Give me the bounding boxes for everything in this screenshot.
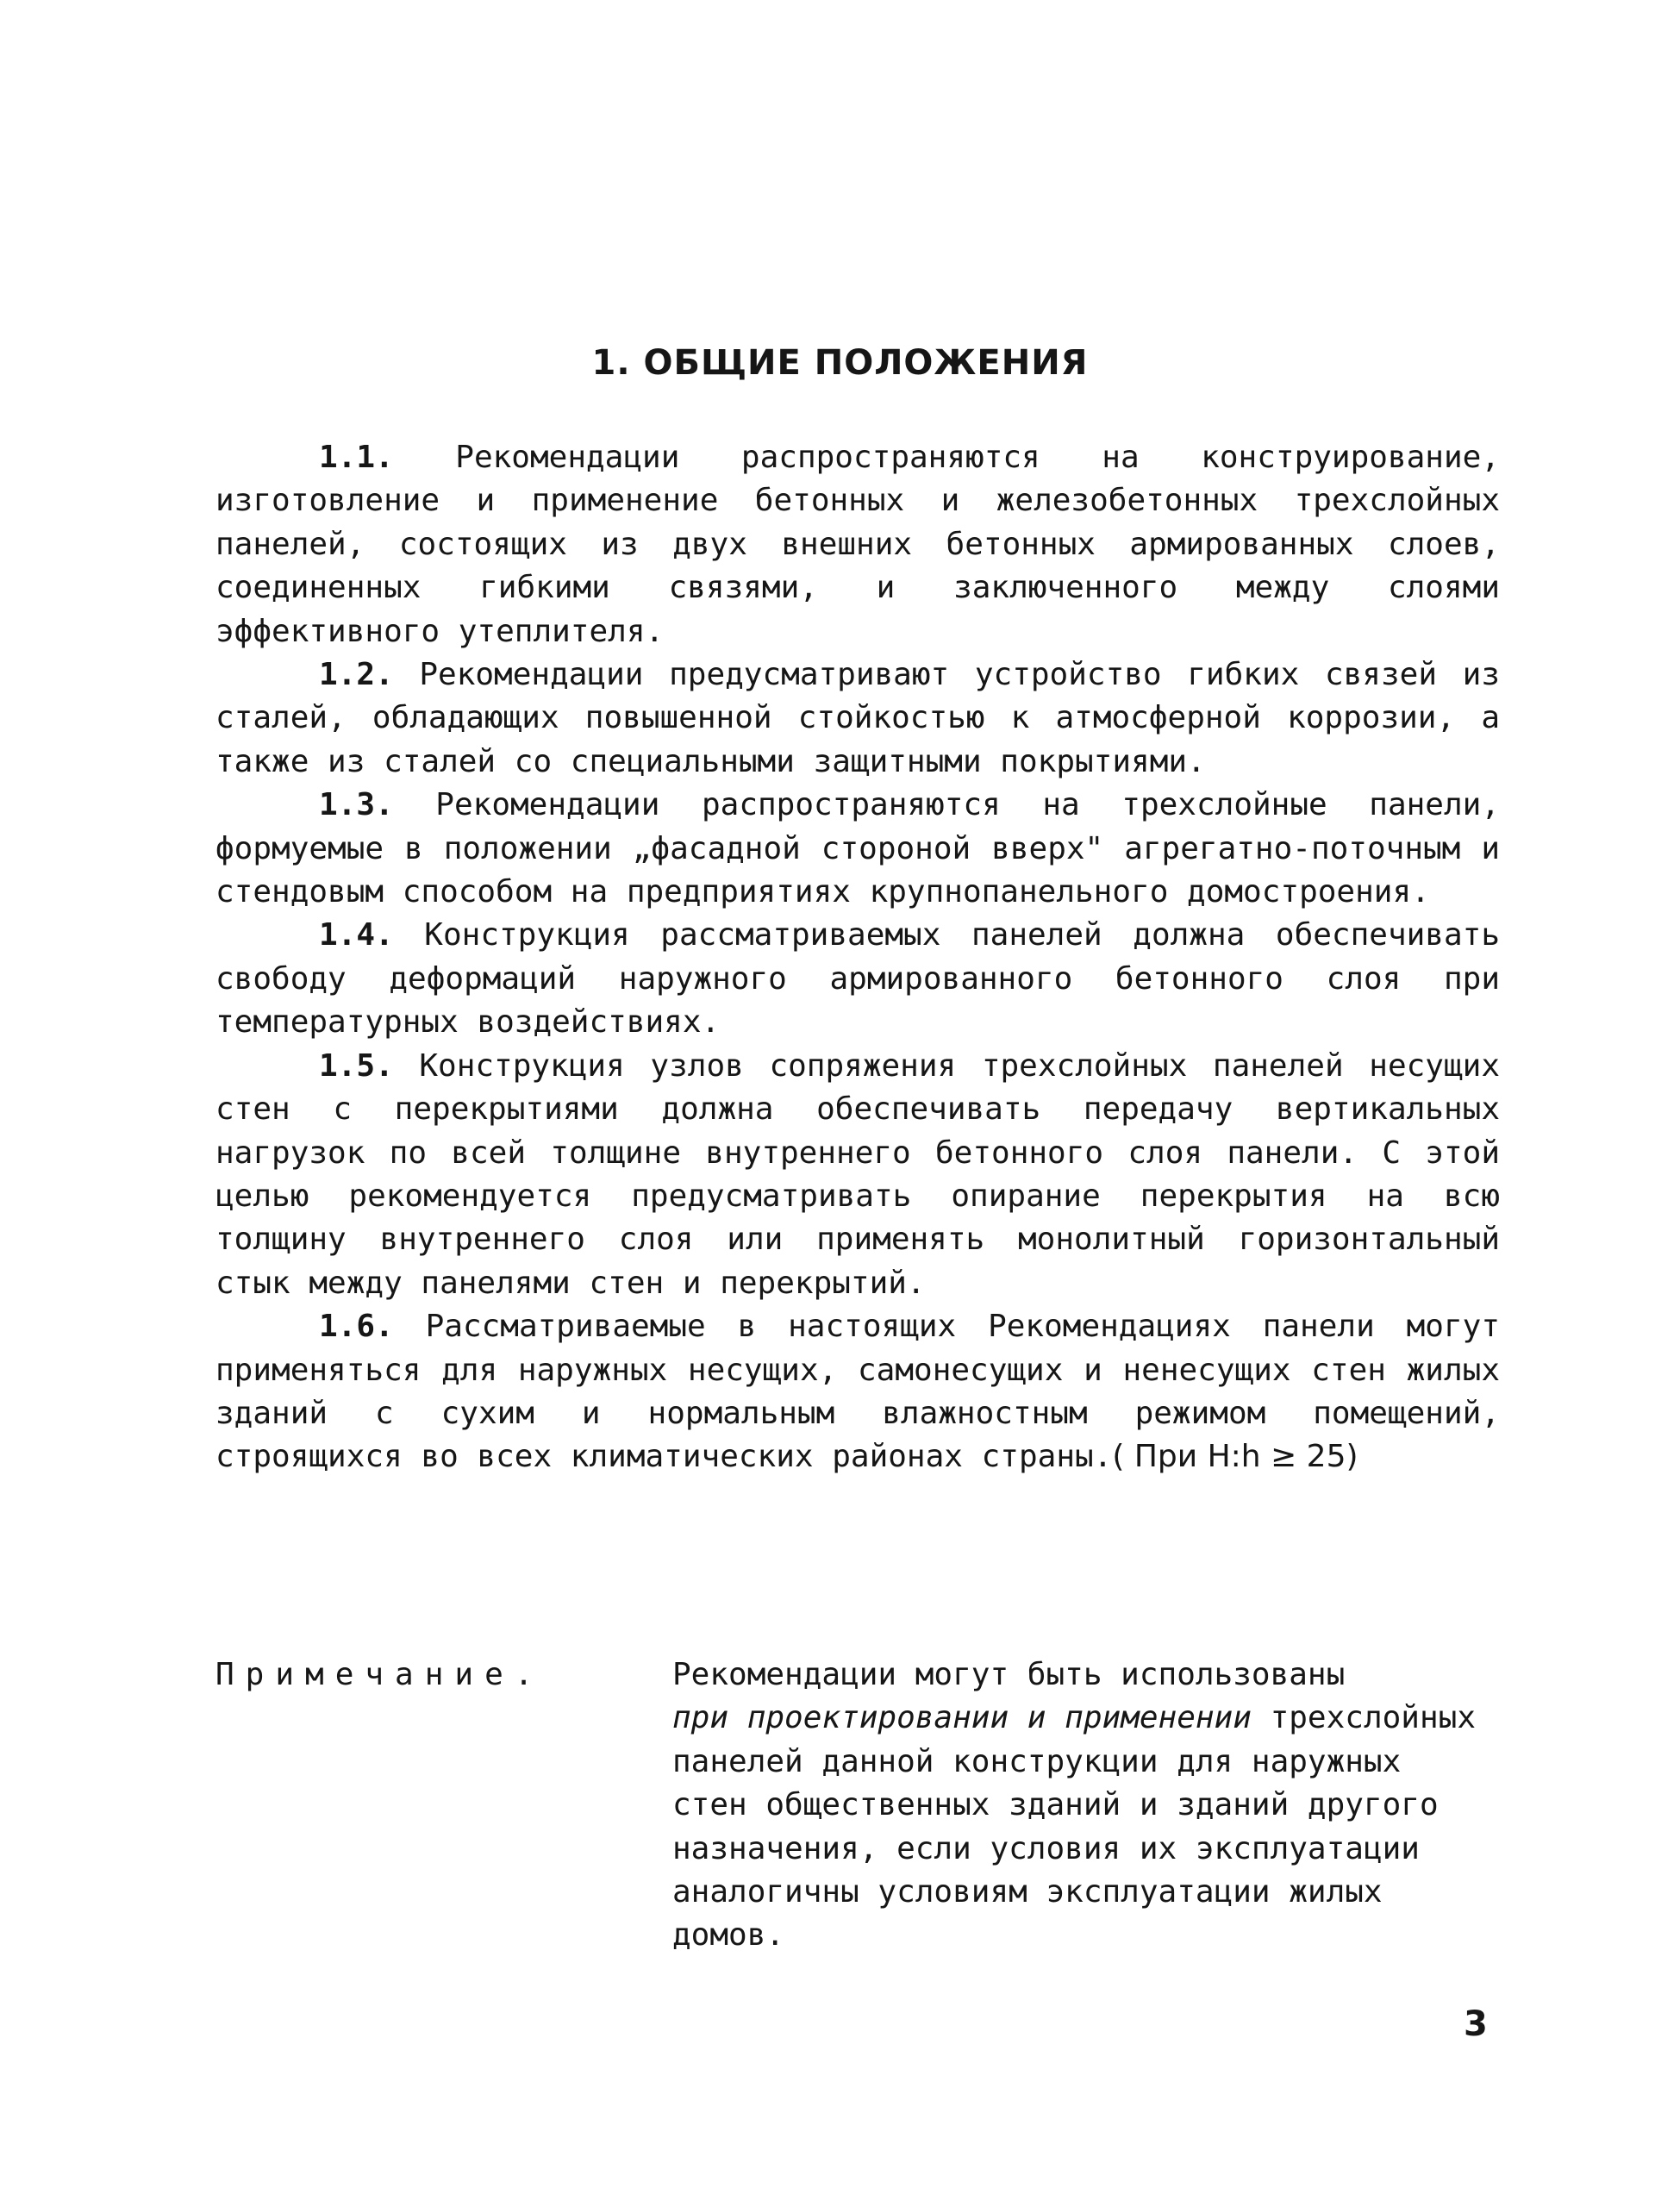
note-italic-text: при проектировании и применении	[672, 1700, 1252, 1736]
note-rest-text: трехслойных панелей данной конструкции для наружных стен общественных зданий и зданий другого назначения, если условия их эксплуатации аналогичны условиям эксплуатации жилых домов.	[672, 1700, 1476, 1954]
paragraph-1-2	[215, 653, 1500, 784]
paragraph-number: 1.1.	[319, 440, 394, 475]
paragraph-number: 1.4.	[319, 917, 394, 953]
page-number: 3	[1464, 2004, 1488, 2044]
section-body	[215, 436, 1500, 1479]
paragraph-text: Конструкция узлов сопряжения трехслойных панелей несущих стен с перекрытиями должна обеспечивать передачу вертикальных нагрузок по всей толщине внутреннего бетонного слоя панели. С этой целью рекомендуется предусматривать опирание перекрытия на всю толщину внутреннего слоя или применять монолитный горизонтальный стык между панелями стен и перекрытий.	[215, 1047, 1500, 1301]
paragraph-1-4	[215, 914, 1500, 1044]
paragraph-1-3	[215, 784, 1500, 914]
paragraph-number: 1.6.	[319, 1309, 394, 1345]
note-label: Примечание.	[215, 1657, 545, 1692]
paragraph-text: Конструкция рассматриваемых панелей должна обеспечивать свободу деформаций наружного армированного бетонного слоя при температурных воздействиях.	[215, 917, 1500, 1041]
note-text	[672, 1654, 1487, 1958]
handwritten-ratio-note: ( При H:h ≥ 25)	[1112, 1439, 1358, 1475]
paragraph-1-5	[215, 1045, 1500, 1305]
paragraph-text: Рекомендации распространяются на конструирование, изготовление и применение бетонных и железобетонных трехслойных панелей, состоящих из двух внешних бетонных армированных слоев, соединенных гибкими связями, и заключенного между слоями эффективного утеплителя.	[215, 440, 1500, 649]
paragraph-text: Рекомендации распространяются на трехслойные панели, формуемые в положении „фасадной стороной вверх" агрегатно-поточным и стендовым способом на предприятиях крупнопанельного домостроения.	[215, 787, 1500, 910]
paragraph-text: Рекомендации предусматривают устройство гибких связей из сталей, обладающих повышенной стойкостью к атмосферной коррозии, а также из сталей со специальными защитными покрытиями.	[215, 657, 1500, 779]
paragraph-number: 1.2.	[319, 657, 394, 693]
paragraph-text: Рассматриваемые в настоящих Рекомендациях панели могут применяться для наружных несущих, самонесущих и ненесущих стен жилых зданий с сухим и нормальным влажностным режимом помещений, строящихся во всех климатических районах страны.	[215, 1309, 1500, 1475]
paragraph-1-6	[215, 1305, 1500, 1479]
paragraph-1-1	[215, 436, 1500, 653]
paragraph-number: 1.3.	[319, 787, 394, 823]
paragraph-number: 1.5.	[319, 1047, 394, 1084]
section-heading: 1. ОБЩИЕ ПОЛОЖЕНИЯ	[591, 343, 1089, 383]
note-first-line: Рекомендации могут быть использованы	[672, 1657, 1346, 1692]
